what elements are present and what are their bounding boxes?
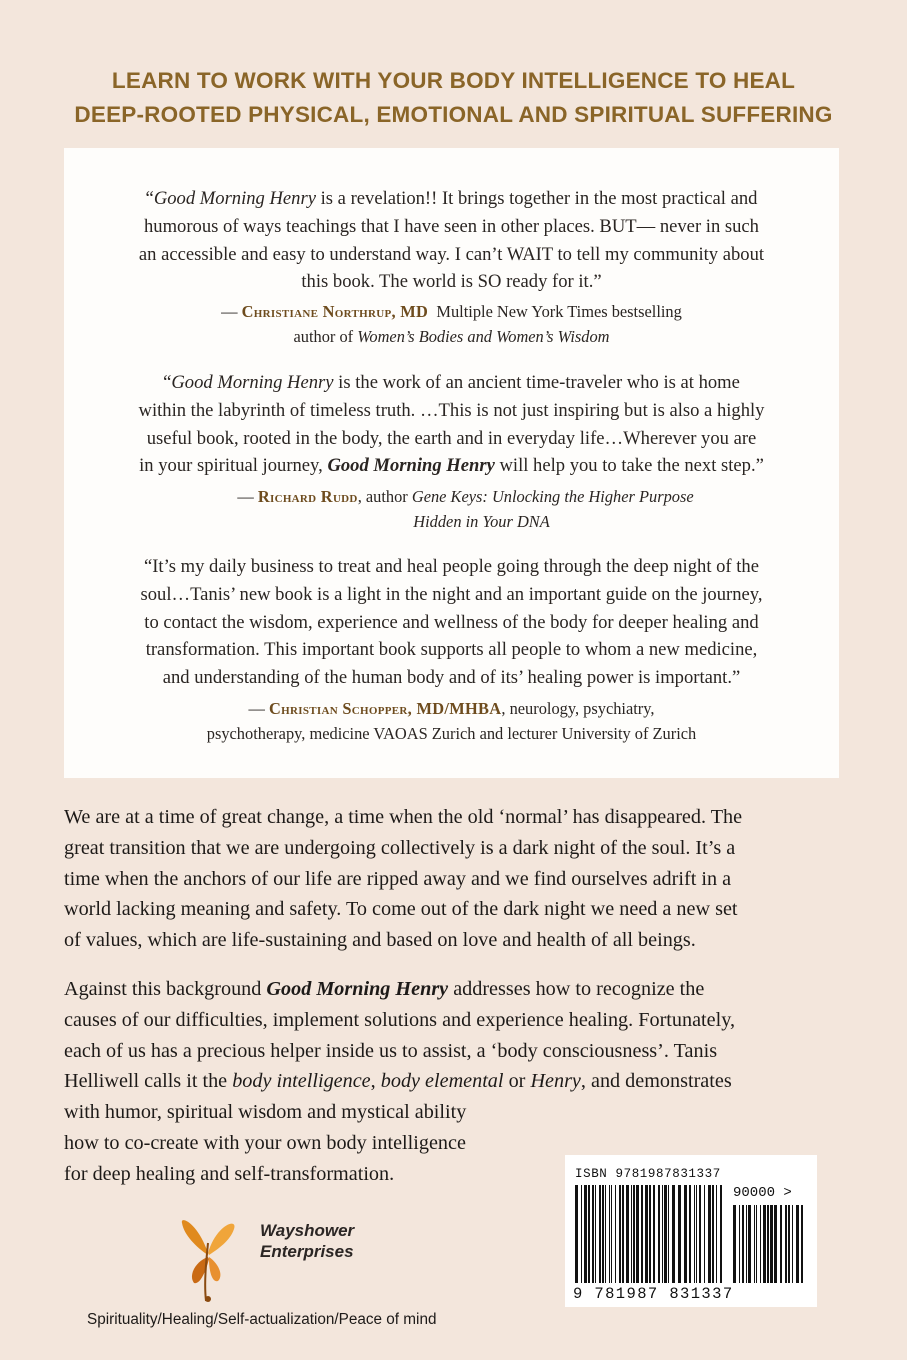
barcode-bar xyxy=(622,1185,624,1283)
barcode-bar xyxy=(694,1185,695,1283)
endorsement-quote-2 xyxy=(64,369,839,480)
price-code: 90000 > xyxy=(733,1185,792,1201)
quote-line: this book. The world is SO ready for it.” xyxy=(301,271,602,293)
barcode-bar xyxy=(602,1185,604,1283)
body-line: each of us has a precious helper inside us to assist, a ‘body consciousness’. Tanis xyxy=(64,1039,718,1062)
barcode-bar xyxy=(742,1205,744,1283)
barcode-bar xyxy=(645,1185,648,1283)
barcode-bar xyxy=(770,1205,773,1283)
headline-line-1: LEARN TO WORK WITH YOUR BODY INTELLIGENCE TO HEAL xyxy=(111,68,796,93)
barcode-bar xyxy=(619,1185,621,1283)
barcode-bar xyxy=(581,1185,582,1283)
book-category: Spirituality/Healing/Self-actualization/Peace of mind xyxy=(87,1311,437,1328)
quote-line: within the labyrinth of timeless truth. …This is not just inspiring but is also a highly xyxy=(138,399,765,421)
barcode-bar xyxy=(609,1185,610,1283)
endorsement-attribution-2: — Richard Rudd, author Gene Keys: Unlocking the Higher Purpose Hidden in Your DNA xyxy=(237,487,694,531)
barcode-bar xyxy=(575,1185,578,1283)
barcode-bar xyxy=(684,1185,687,1283)
barcode-bar xyxy=(774,1205,777,1283)
quote-line: an accessible and easy to understand way. I can’t WAIT to tell my community about xyxy=(138,243,765,265)
endorser-name: Christian Schopper, MD/MHBA xyxy=(269,699,502,718)
quote-line: soul…Tanis’ new book is a light in the night and an important guide on the journey, xyxy=(140,583,763,605)
endorsement-quote-3 xyxy=(64,553,839,692)
barcode-bar xyxy=(672,1185,675,1283)
body-line: great transition that we are undergoing collectively is a dark night of the soul. It’s a xyxy=(64,836,736,859)
barcode-bar xyxy=(748,1205,751,1283)
barcode-bar xyxy=(699,1185,701,1283)
barcode-bar xyxy=(649,1185,651,1283)
isbn-label: ISBN 9781987831337 xyxy=(575,1167,721,1181)
isbn-barcode xyxy=(565,1155,817,1307)
body-line: of values, which are life-sustaining and based on love and health of all beings. xyxy=(64,929,696,952)
body-line: Helliwell calls it the body intelligence, body elemental or Henry, and demonstrates xyxy=(64,1070,732,1093)
body-line: time when the anchors of our life are ripped away and we find ourselves adrift in a xyxy=(64,867,732,890)
barcode-bar xyxy=(696,1185,697,1283)
barcode-bar xyxy=(631,1185,632,1283)
quote-line: “Good Morning Henry is the work of an ancient time-traveler who is at home xyxy=(163,372,740,393)
barcode-bar xyxy=(636,1185,639,1283)
publisher-name-line-2: Enterprises xyxy=(260,1242,354,1261)
endorser-name: Richard Rudd xyxy=(257,487,358,506)
barcode-bar xyxy=(785,1205,787,1283)
description-paragraph-1 xyxy=(64,802,854,956)
body-line: for deep healing and self-transformation. xyxy=(64,1162,395,1185)
ean-barcode-bars xyxy=(575,1185,725,1283)
quote-line: “It’s my daily business to treat and heal people going through the deep night of the xyxy=(143,556,759,577)
quote-line: in your spiritual journey, Good Morning Henry will help you to take the next step.” xyxy=(139,455,764,477)
barcode-bar xyxy=(641,1185,643,1283)
barcode-bar xyxy=(733,1205,736,1283)
barcode-bar xyxy=(653,1185,655,1283)
endorsement-attribution-1: — Christiane Northrup, MD Multiple New York Times bestselling author of Women’s Bodies and Women’s Wisdom xyxy=(221,302,682,346)
barcode-bar xyxy=(595,1185,596,1283)
barcode-bar xyxy=(760,1205,761,1283)
ean-digits: 9 781987 831337 xyxy=(573,1285,734,1303)
quote-line: to contact the wisdom, experience and wellness of the body for deeper healing and xyxy=(144,611,759,633)
barcode-bar xyxy=(767,1205,769,1283)
publisher-logo xyxy=(178,1213,378,1303)
headline-line-2: DEEP-ROOTED PHYSICAL, EMOTIONAL AND SPIRITUAL SUFFERING xyxy=(74,102,833,127)
body-line: We are at a time of great change, a time when the old ‘normal’ has disappeared. The xyxy=(64,806,743,828)
body-line: with humor, spiritual wisdom and mystical ability xyxy=(64,1101,467,1124)
quote-line: humorous of ways teachings that I have seen in other places. BUT— never in such xyxy=(144,215,759,237)
quote-line: and understanding of the human body and of its’ healing power is important.” xyxy=(162,667,741,689)
barcode-bar xyxy=(626,1185,629,1283)
barcode-bar xyxy=(716,1185,717,1283)
barcode-bar xyxy=(796,1205,799,1283)
barcode-bar xyxy=(611,1185,612,1283)
barcode-bar xyxy=(763,1205,766,1283)
barcode-bar xyxy=(678,1185,681,1283)
endorsement-attribution-3: — Christian Schopper, MD/MHBA, neurology, psychiatry, psychotherapy, medicine VAOAS Zurich and lecturer University of Zurich xyxy=(206,699,697,743)
endorsements-box xyxy=(64,148,839,778)
body-line: how to co-create with your own body intelligence xyxy=(64,1131,466,1154)
barcode-bar xyxy=(801,1205,803,1283)
quote-line: transformation. This important book supports all people to whom a new medicine, xyxy=(145,639,758,661)
barcode-bar xyxy=(746,1205,747,1283)
barcode-bar xyxy=(739,1205,740,1283)
barcode-bar xyxy=(668,1185,669,1283)
barcode-bar xyxy=(605,1185,606,1283)
barcode-bar xyxy=(662,1185,663,1283)
publisher-name-line-1: Wayshower xyxy=(260,1221,355,1240)
barcode-bar xyxy=(584,1185,587,1283)
barcode-bar xyxy=(664,1185,667,1283)
barcode-bar xyxy=(592,1185,594,1283)
body-line: causes of our difficulties, implement solutions and experience healing. Fortunately, xyxy=(64,1008,736,1031)
endorser-name: Christiane Northrup, MD xyxy=(241,302,429,321)
barcode-bar xyxy=(788,1205,790,1283)
price-barcode-bars xyxy=(733,1205,805,1283)
barcode-bar xyxy=(754,1205,755,1283)
barcode-bar xyxy=(615,1185,616,1283)
barcode-bar xyxy=(633,1185,635,1283)
cover-headline xyxy=(0,64,907,132)
barcode-bar xyxy=(756,1205,757,1283)
body-line: world lacking meaning and safety. To come out of the dark night we need a new set xyxy=(64,898,738,921)
body-line: Against this background Good Morning Henry addresses how to recognize the xyxy=(64,978,705,1000)
barcode-bar xyxy=(689,1185,691,1283)
barcode-bar xyxy=(658,1185,660,1283)
quote-line: useful book, rooted in the body, the earth and in everyday life…Wherever you are xyxy=(146,427,757,449)
barcode-bar xyxy=(708,1185,711,1283)
barcode-bar xyxy=(704,1185,705,1283)
barcode-bar xyxy=(712,1185,714,1283)
barcode-bar xyxy=(720,1185,722,1283)
endorsement-quote-1 xyxy=(64,185,839,296)
barcode-bar xyxy=(588,1185,590,1283)
butterfly-icon xyxy=(178,1213,250,1303)
barcode-bar xyxy=(780,1205,782,1283)
barcode-bar xyxy=(792,1205,793,1283)
barcode-bar xyxy=(599,1185,601,1283)
quote-line: “Good Morning Henry is a revelation!! It brings together in the most practical and xyxy=(145,188,758,209)
